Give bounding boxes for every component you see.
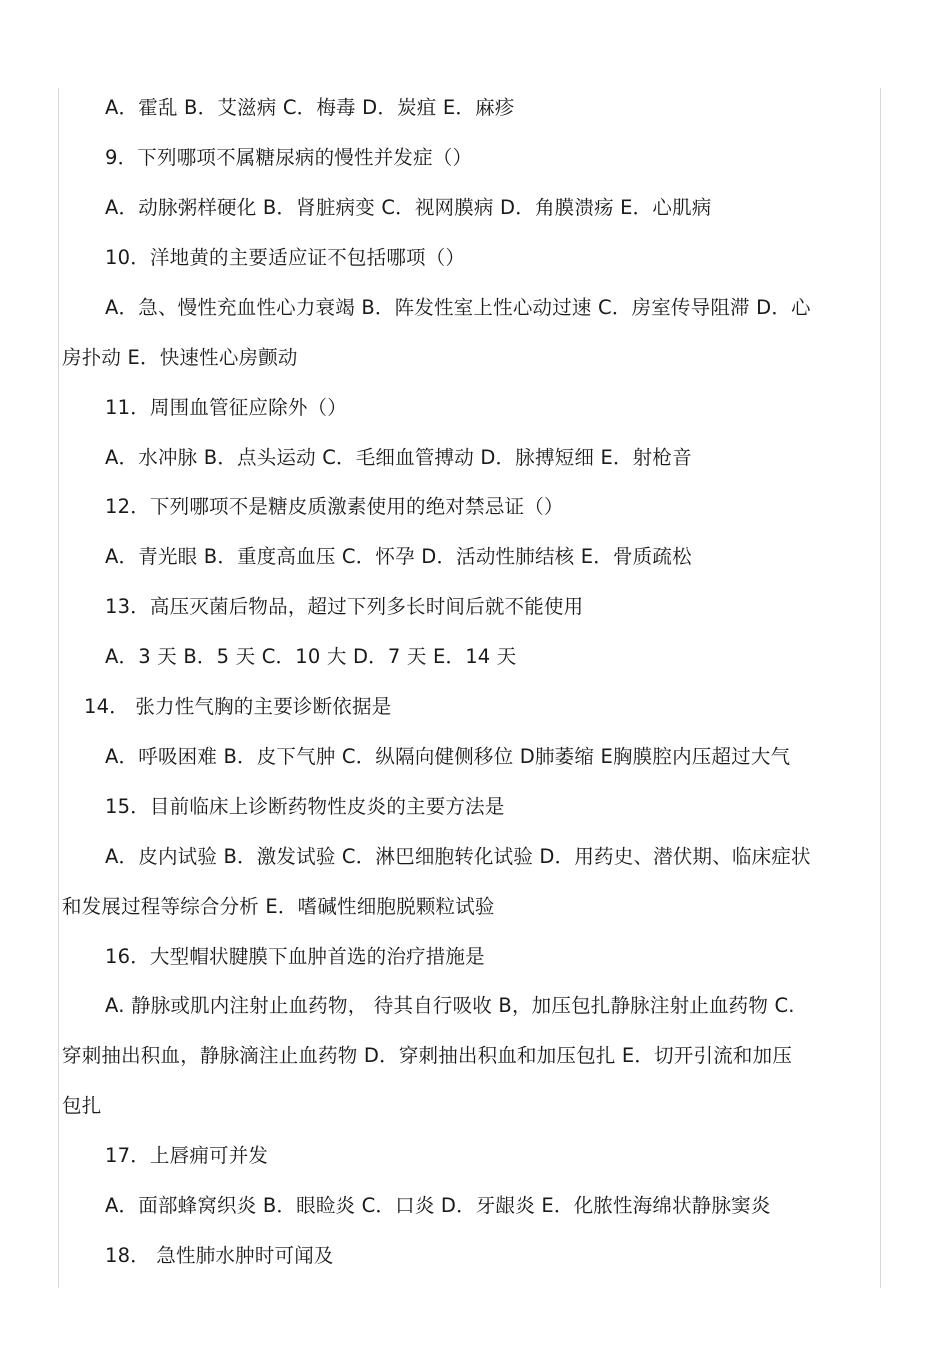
answer-options-q12: A．青光眼 B．重度高血压 C．怀孕 D．活动性肺结核 E．骨质疏松 bbox=[105, 545, 692, 568]
question-16: 16．大型帽状腱膜下血肿首选的治疗措施是 bbox=[105, 945, 485, 968]
answer-options-q10: A．急、慢性充血性心力衰竭 B．阵发性室上性心动过速 C．房室传导阻滞 D．心 bbox=[105, 296, 811, 319]
answer-options-q10-continued: 房扑动 E．快速性心房颤动 bbox=[62, 346, 298, 369]
question-11: 11．周围血管征应除外（） bbox=[105, 396, 347, 419]
question-9: 9．下列哪项不属糖尿病的慢性并发症（） bbox=[105, 146, 473, 169]
answer-options-q16: A. 静脉或肌内注射止血药物， 待其自行吸收 B，加压包扎静脉注射止血药物 C. bbox=[105, 994, 795, 1017]
page-border-right bbox=[880, 88, 881, 1288]
question-10: 10．洋地黄的主要适应证不包括哪项（） bbox=[105, 246, 466, 269]
question-12: 12．下列哪项不是糖皮质激素使用的绝对禁忌证（） bbox=[105, 495, 564, 518]
answer-options-q15-continued: 和发展过程等综合分析 E．嗜碱性细胞脱颗粒试验 bbox=[62, 895, 495, 918]
question-13: 13．高压灭菌后物品，超过下列多长时间后就不能使用 bbox=[105, 595, 584, 618]
answer-options-q15: A．皮内试验 B．激发试验 C．淋巴细胞转化试验 D．用药史、潜伏期、临床症状 bbox=[105, 845, 811, 868]
answer-options-q16-continued: 穿刺抽出积血，静脉滴注止血药物 D．穿刺抽出积血和加压包扎 E．切开引流和加压 bbox=[62, 1044, 793, 1067]
answer-options-q13: A．3 天 B．5 天 C．10 大 D．7 天 E．14 天 bbox=[105, 645, 517, 668]
answer-options-q8: A．霍乱 B．艾滋病 C．梅毒 D．炭疽 E．麻疹 bbox=[105, 96, 515, 119]
answer-options-q9: A．动脉粥样硬化 B．肾脏病变 C．视网膜病 D．角膜溃疡 E．心肌病 bbox=[105, 196, 712, 219]
question-15: 15．目前临床上诊断药物性皮炎的主要方法是 bbox=[105, 795, 505, 818]
question-14: 14． 张力性气胸的主要诊断依据是 bbox=[84, 695, 392, 718]
page-border-left bbox=[58, 88, 59, 1288]
answer-options-q14: A．呼吸困难 B．皮下气肿 C．纵隔向健侧移位 D肺萎缩 E胸膜腔内压超过大气 bbox=[105, 745, 791, 768]
question-18: 18． 急性肺水肿时可闻及 bbox=[105, 1244, 334, 1267]
question-17: 17．上唇痈可并发 bbox=[105, 1144, 269, 1167]
answer-options-q11: A．水冲脉 B．点头运动 C．毛细血管搏动 D．脉搏短细 E．射枪音 bbox=[105, 446, 692, 469]
answer-options-q16-continued-2: 包扎 bbox=[62, 1094, 102, 1117]
answer-options-q17: A．面部蜂窝织炎 B．眼睑炎 C．口炎 D．牙龈炎 E．化脓性海绵状静脉窦炎 bbox=[105, 1194, 771, 1217]
